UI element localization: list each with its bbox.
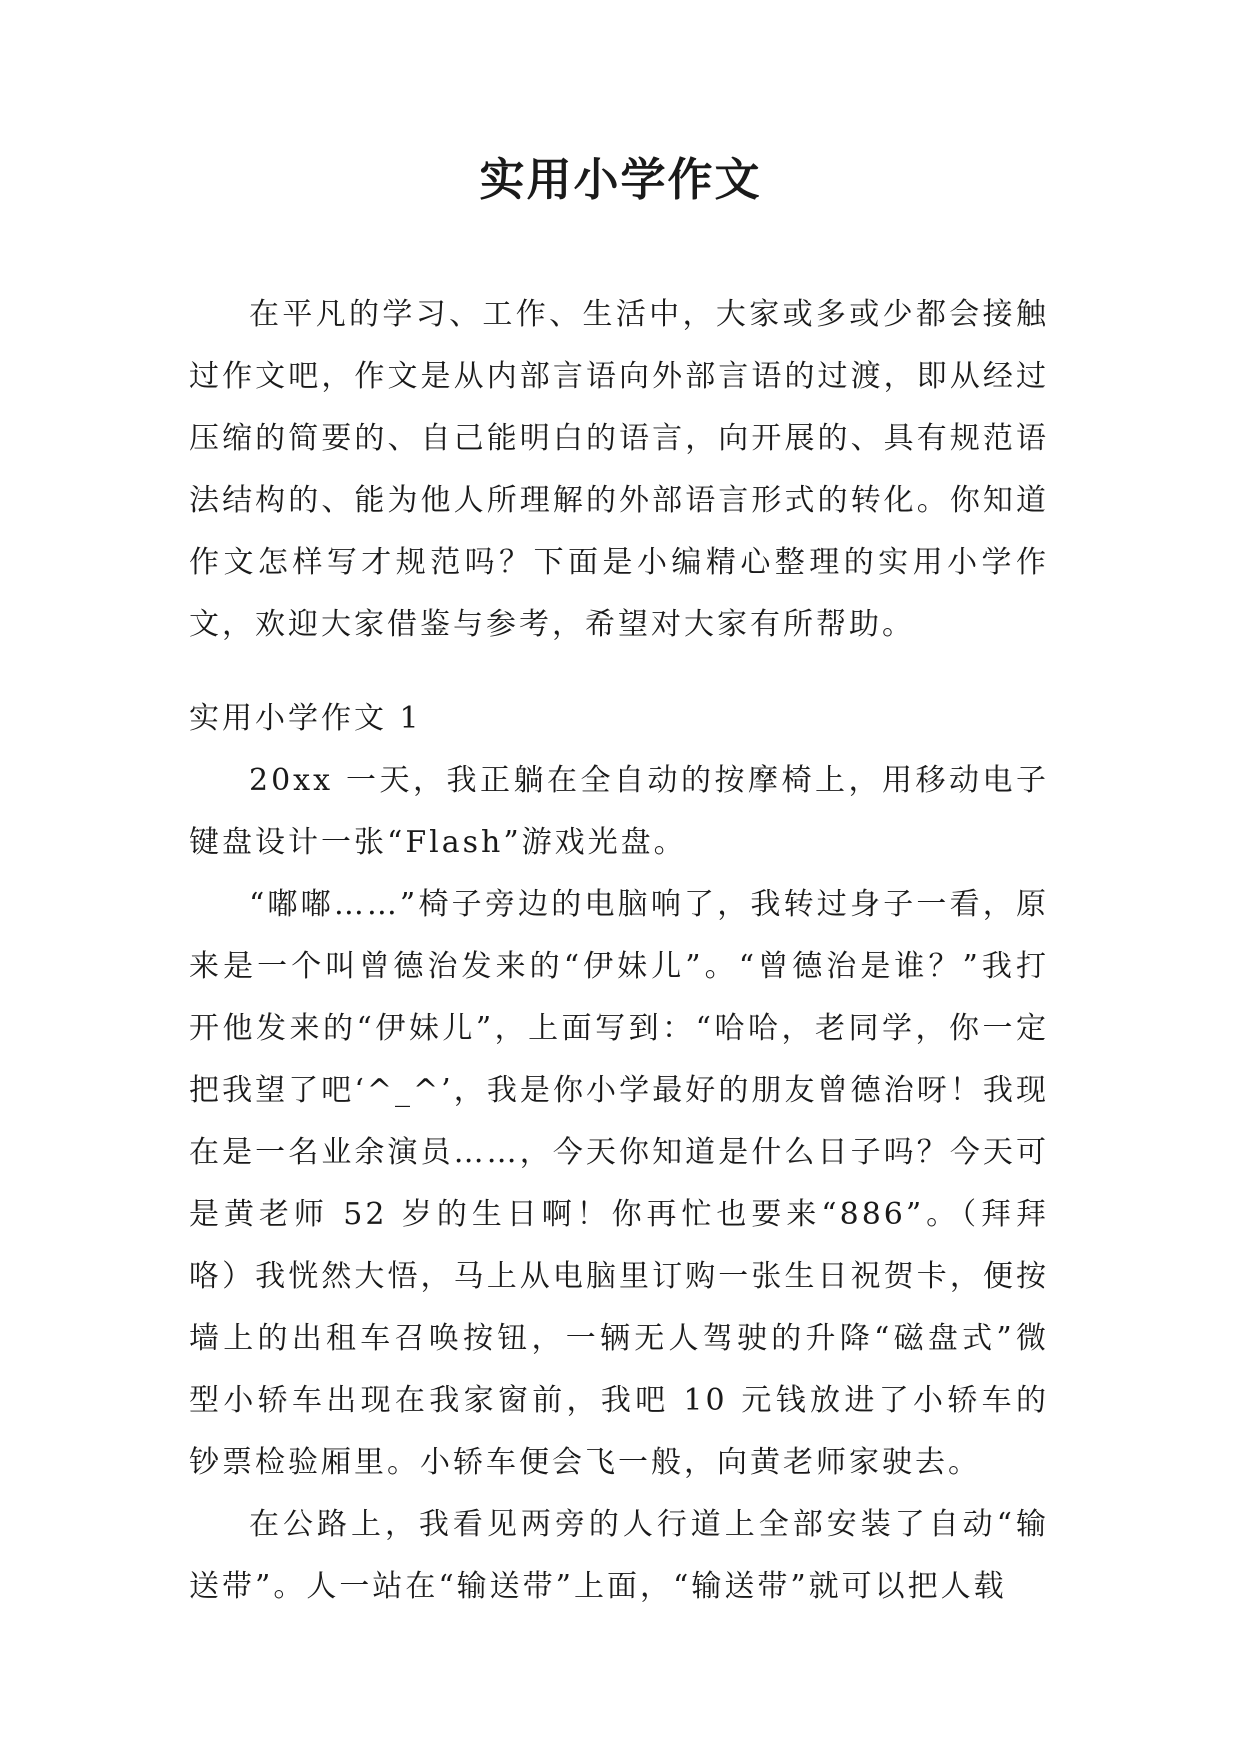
essay-paragraph-1: 20xx 一天，我正躺在全自动的按摩椅上，用移动电子键盘设计一张“Flash”游戏光盘。 bbox=[189, 763, 1049, 860]
intro-paragraph: 在平凡的学习、工作、生活中，大家或多或少都会接触过作文吧，作文是从内部言语向外部言语的过渡，即从经过压缩的简要的、自己能明白的语言，向开展的、具有规范语法结构的、能为他人所理解的外部语言形式的转化。你知道作文怎样写才规范吗？下面是小编精心整理的实用小学作文，欢迎大家借鉴与参考，希望对大家有所帮助。 bbox=[189, 297, 1049, 642]
essay-paragraph-2: “嘟嘟……”椅子旁边的电脑响了，我转过身子一看，原来是一个叫曾德治发来的“伊妹儿”。“曾德治是谁？”我打开他发来的“伊妹儿”，上面写到：“哈哈，老同学，你一定把我望了吧‘^_^’，我是你小学最好的朋友曾德治呀！我现在是一名业余演员……，今天你知道是什么日子吗？今天可是黄老师 52 岁的生日啊！你再忙也要来“886”。（拜拜咯）我恍然大悟，马上从电脑里订购一张生日祝贺卡，便按墙上的出租车召唤按钮，一辆无人驾驶的升降“磁盘式”微型小轿车出现在我家窗前，我吧 10 元钱放进了小轿车的钞票检验厢里。小轿车便会飞一般，向黄老师家驶去。 bbox=[189, 887, 1049, 1480]
document-title: 实用小学作文 bbox=[479, 153, 762, 206]
essay-paragraph-3: 在公路上，我看见两旁的人行道上全部安装了自动“输送带”。人一站在“输送带”上面，“输送带”就可以把人载 bbox=[189, 1507, 1049, 1604]
section-heading: 实用小学作文 1 bbox=[189, 701, 422, 736]
intro-section bbox=[189, 284, 1049, 656]
essay-section bbox=[189, 688, 1049, 1618]
